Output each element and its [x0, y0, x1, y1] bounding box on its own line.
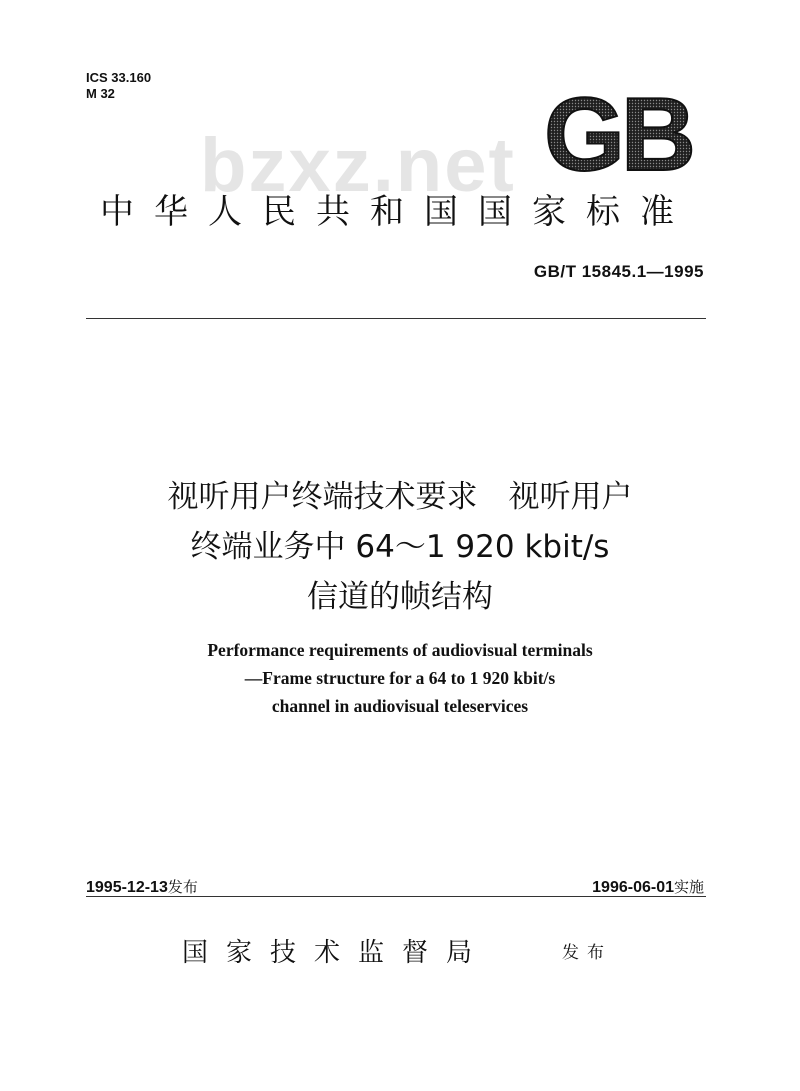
ics-code: ICS 33.160 [86, 70, 152, 85]
title-en-line-1: Performance requirements of audiovisual terminals [207, 640, 593, 660]
standard-category: 中华人民共和国国家标准 [100, 192, 694, 232]
title-english [60, 636, 740, 720]
title-zh-line-3: 信道的帧结构 [307, 579, 493, 615]
issuer-action: 发布 [562, 943, 612, 963]
title-en-line-2: —Frame structure for a 64 to 1 920 kbit/s [244, 668, 556, 688]
title-chinese [60, 472, 740, 622]
title-zh-line-1: 视听用户终端技术要求 视听用户 [167, 479, 633, 515]
effective-date-block [592, 876, 704, 897]
gb-logo [538, 84, 698, 180]
class-code: M 32 [86, 86, 115, 101]
issue-date: 1995-12-13 [86, 879, 168, 896]
issue-date-block [86, 876, 198, 897]
divider-top [86, 318, 706, 319]
issue-label: 发布 [167, 878, 198, 896]
title-zh-line-2: 终端业务中 64～1 920 kbit/s [190, 529, 610, 565]
effective-date: 1996-06-01 [592, 879, 674, 896]
issuer-name: 国家技术监督局 [182, 938, 491, 968]
watermark: bzxz.net [200, 123, 516, 208]
effective-label: 实施 [673, 878, 704, 896]
divider-bottom [86, 896, 706, 897]
gb-logo-text: GB [544, 84, 692, 180]
title-en-line-3: channel in audiovisual teleservices [271, 696, 529, 716]
standard-number: GB/T 15845.1—1995 [533, 262, 704, 281]
classification-codes [86, 70, 151, 102]
